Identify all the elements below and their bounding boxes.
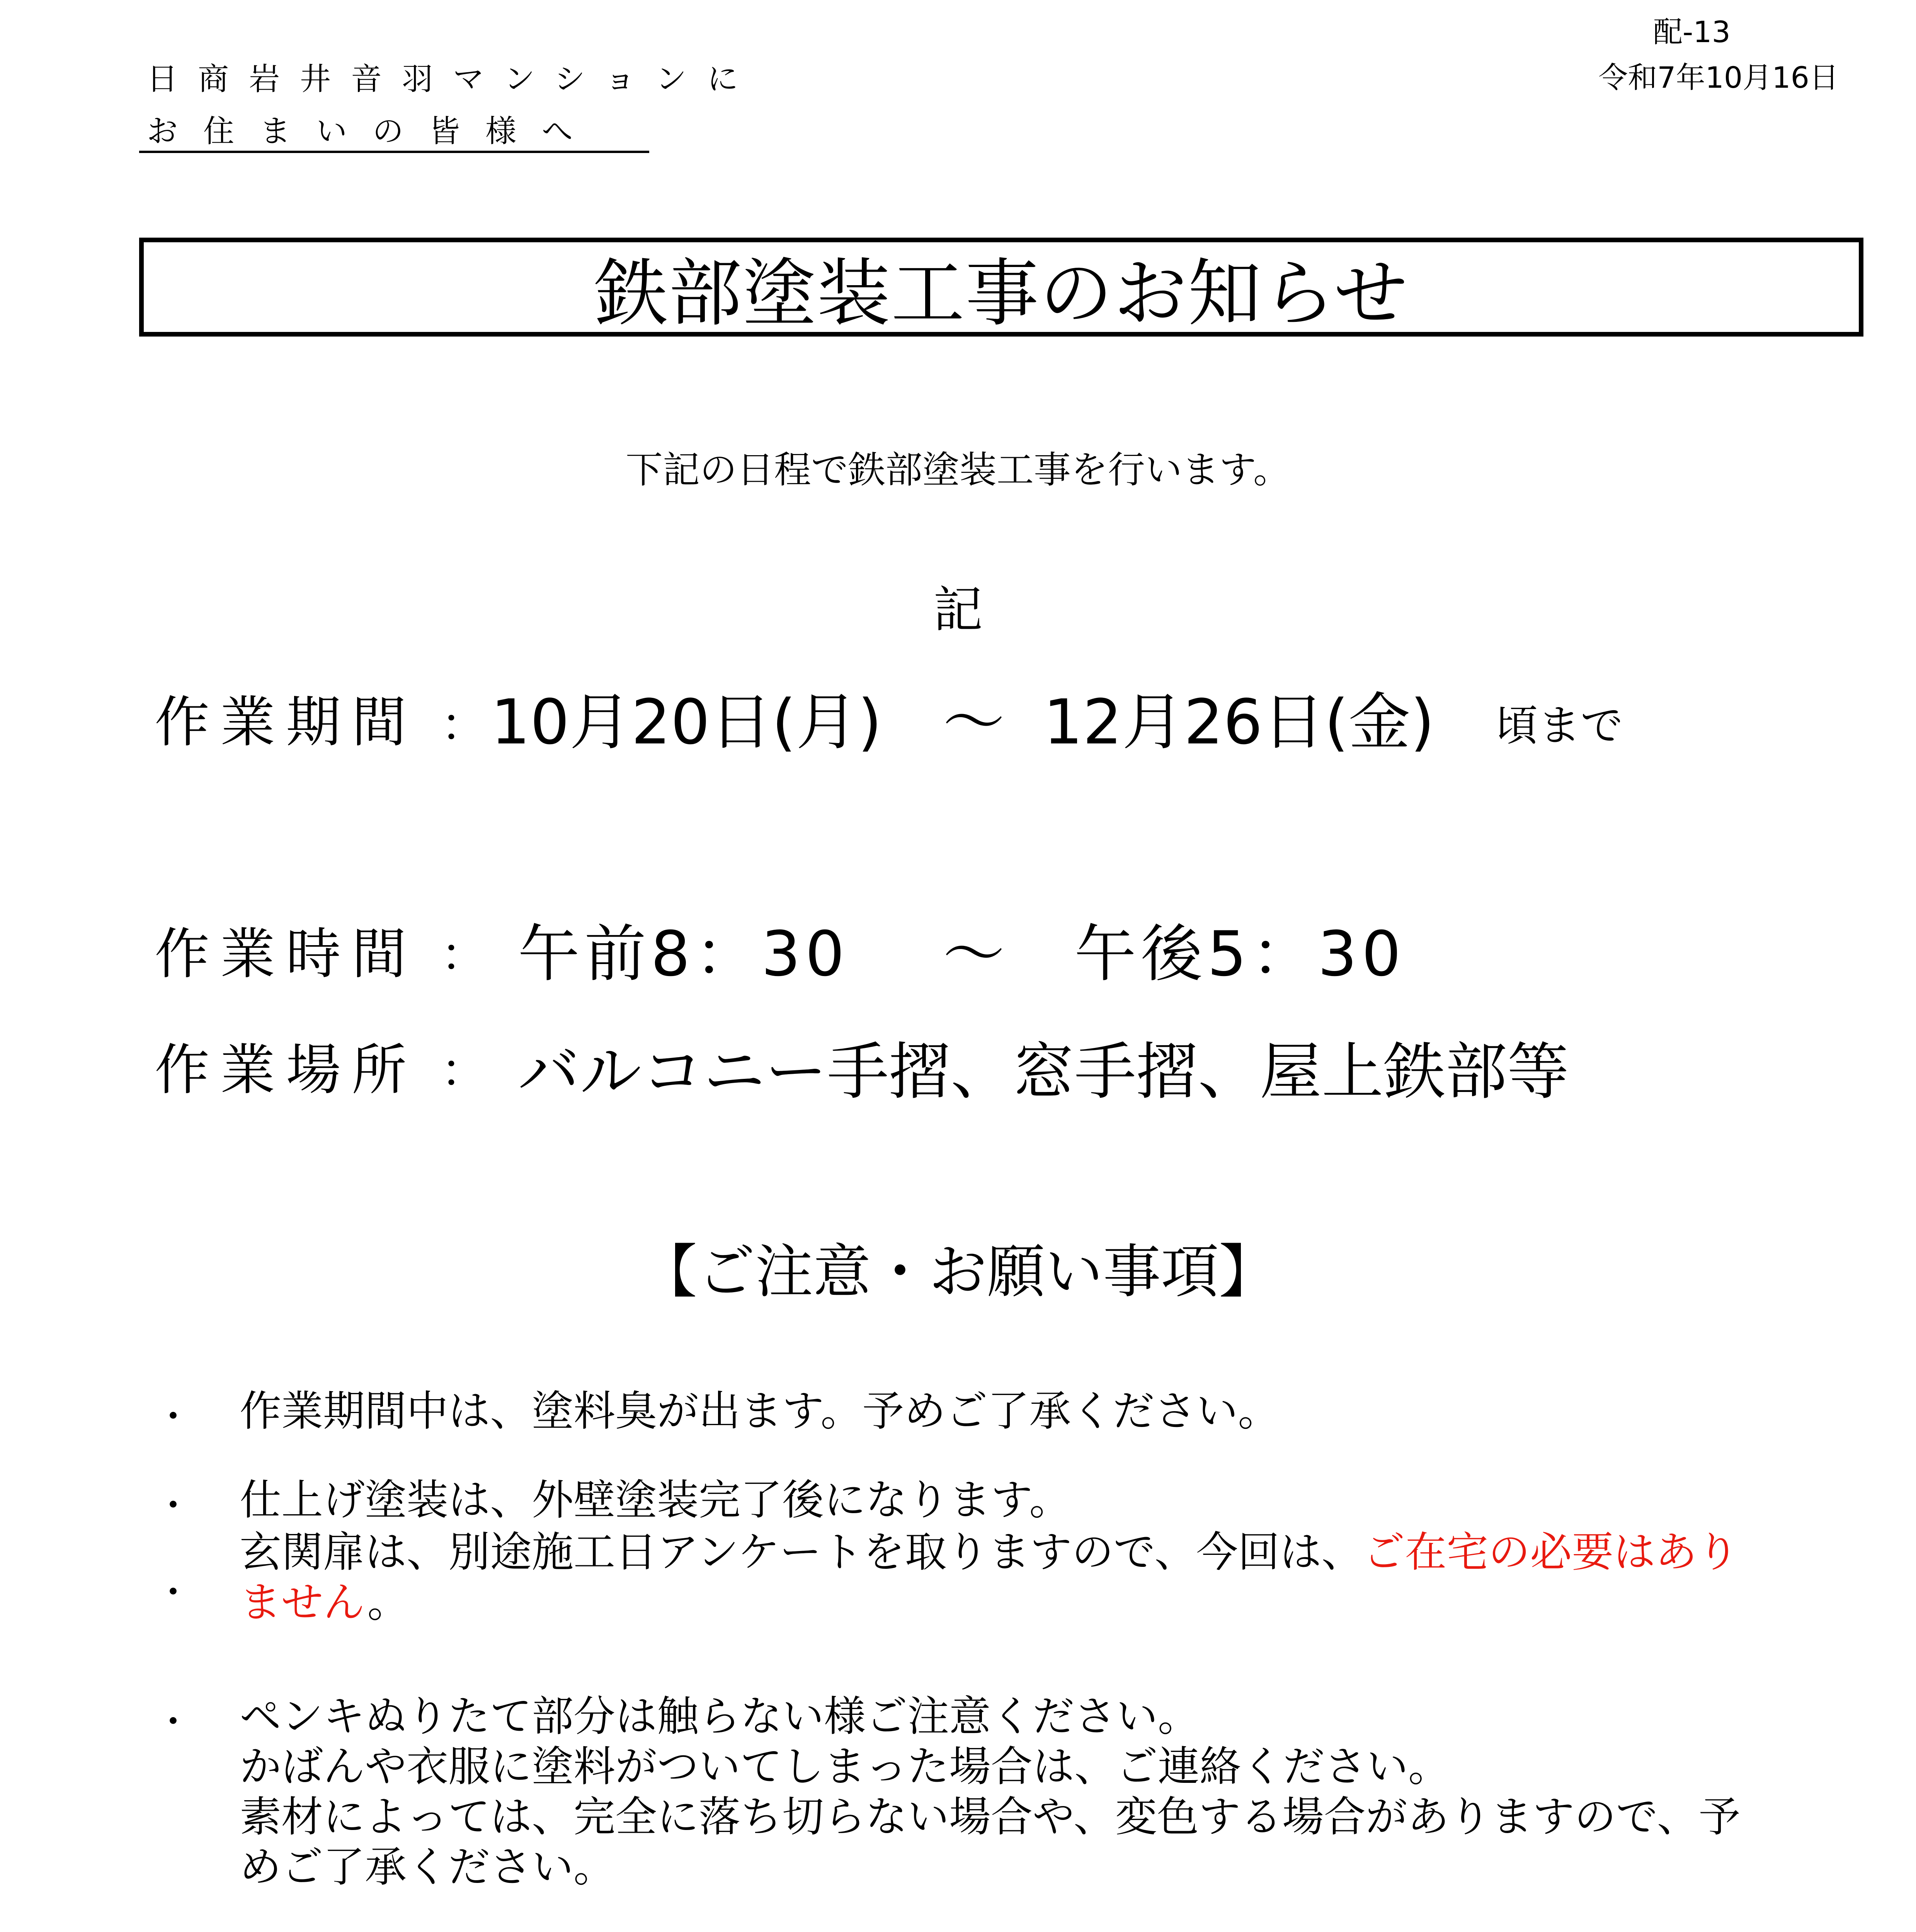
work-period-colon: ： <box>441 698 487 752</box>
note-wet-paint-line3: 素材によっては、完全に落ち切らない場合や、変色する場合がありますので、予 <box>240 1793 1741 1841</box>
note-finish-coat: 仕上げ塗装は、外壁塗装完了後になります。 <box>240 1476 1071 1524</box>
addressee-particle: に <box>707 61 738 97</box>
note-entrance-door-period: 。 <box>367 1578 409 1627</box>
bullet-icon: ・ <box>155 1484 192 1527</box>
note-entrance-door-text: 玄関扉は、別途施工日アンケートを取りますので、今回は、 <box>240 1528 1363 1577</box>
work-hours-end: 午後5：30 <box>1074 918 1406 990</box>
title-box <box>139 238 1863 337</box>
note-wet-paint-line4: めご了承ください。 <box>240 1843 616 1891</box>
addressee-underline <box>139 151 649 153</box>
document-number: 配-13 <box>1653 15 1731 49</box>
bullet-icon: ・ <box>155 1395 192 1438</box>
notes-heading: 【ご注意・お願い事項】 <box>639 1238 1277 1306</box>
bullet-icon: ・ <box>155 1700 192 1743</box>
note-wet-paint-line1: ペンキぬりたて部分は触らない様ご注意ください。 <box>240 1692 1200 1741</box>
document-date: 令和7年10月16日 <box>1598 60 1839 95</box>
note-wet-paint-line2: かばんや衣服に塗料がついてしまった場合は、ご連絡ください。 <box>240 1743 1450 1791</box>
work-period-suffix: 頃まで <box>1496 701 1623 750</box>
work-place-colon: ： <box>441 1044 487 1098</box>
bullet-icon: ・ <box>155 1571 192 1614</box>
work-place-value: バルコニー手摺、窓手摺、屋上鉄部等 <box>518 1036 1569 1108</box>
work-hours-start: 午前8：30 <box>518 918 849 990</box>
note-entrance-door-emphasis-end: ません <box>240 1578 368 1627</box>
intro-text: 下記の日程で鉄部塗装工事を行います。 <box>625 448 1291 492</box>
work-hours-label: 作業時間 <box>155 922 417 986</box>
note-paint-smell: 作業期間中は、塗料臭が出ます。予めご了承ください。 <box>240 1387 1280 1435</box>
work-period-tilde: ～ <box>943 686 1005 758</box>
work-hours-colon: ： <box>441 928 487 982</box>
work-period-start: 10月20日(月) <box>491 686 882 758</box>
work-hours-tilde: ～ <box>943 918 1005 990</box>
work-period-label: 作業期間 <box>155 690 417 754</box>
work-period-end: 12月26日(金) <box>1043 686 1435 758</box>
addressee-building: 日商岩井音羽マンション <box>147 61 707 97</box>
page-title: 鉄部塗装工事のお知らせ <box>594 250 1409 336</box>
ki-heading: 記 <box>933 581 983 639</box>
note-entrance-door-emphasis: ご在宅の必要はあり <box>1363 1528 1739 1577</box>
addressee-residents: お住まいの皆様へ <box>147 113 598 149</box>
work-place-label: 作業場所 <box>155 1038 417 1102</box>
note-entrance-door-line2 <box>240 1569 409 1629</box>
note-entrance-door-line1 <box>240 1519 1739 1578</box>
